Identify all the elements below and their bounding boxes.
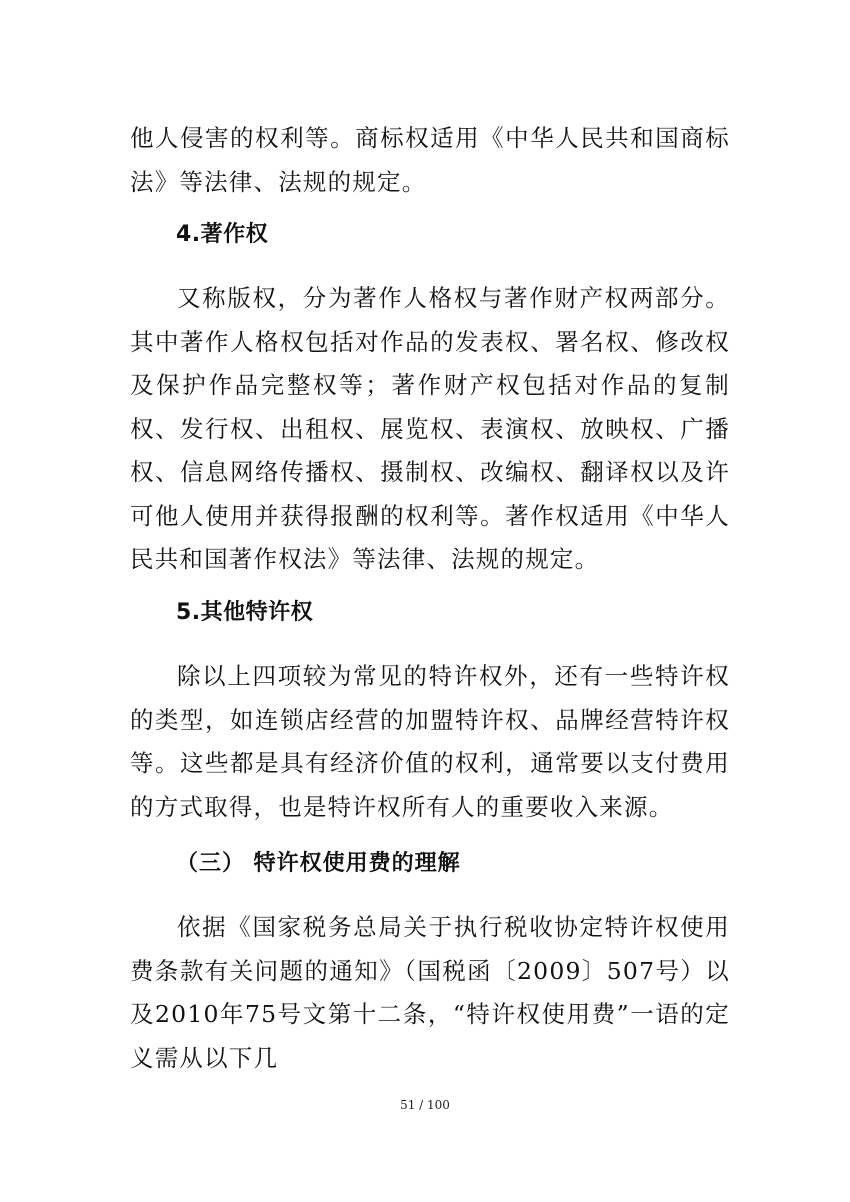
continuation-paragraph: 他人侵害的权利等。商标权适用《中华人民共和国商标法》等法律、法规的规定。 [130,124,730,196]
section-heading-other-franchise: 5.其他特许权 [176,600,314,625]
section-heading-royalty-understanding: （三） 特许权使用费的理解 [176,851,461,876]
section-heading-copyright: 4.著作权 [176,222,269,247]
other-franchise-paragraph: 除以上四项较为常见的特许权外，还有一些特许权的类型，如连锁店经营的加盟特许权、品牌经营特许权等。这些都是具有经济价值的权利，通常要以支付费用的方式取得，也是特许权所有人的重要收入来源。 [130,662,730,821]
royalty-understanding-paragraph: 依据《国家税务总局关于执行税收协定特许权使用费条款有关问题的通知》（国税函〔2009〕507号）以及2010年75号文第十二条，“特许权使用费”一语的定义需从以下几 [130,913,730,1072]
copyright-paragraph: 又称版权，分为著作人格权与著作财产权两部分。其中著作人格权包括对作品的发表权、署名权、修改权及保护作品完整权等；著作财产权包括对作品的复制权、发行权、出租权、展览权、表演权、放映权、广播权、信息网络传播权、摄制权、改编权、翻译权以及许可他人使用并获得报酬的权利等。著作权适用《中华人民共和国著作权法》等法律、法规的规定。 [130,284,730,573]
page-number: 51 / 100 [400,1098,450,1112]
